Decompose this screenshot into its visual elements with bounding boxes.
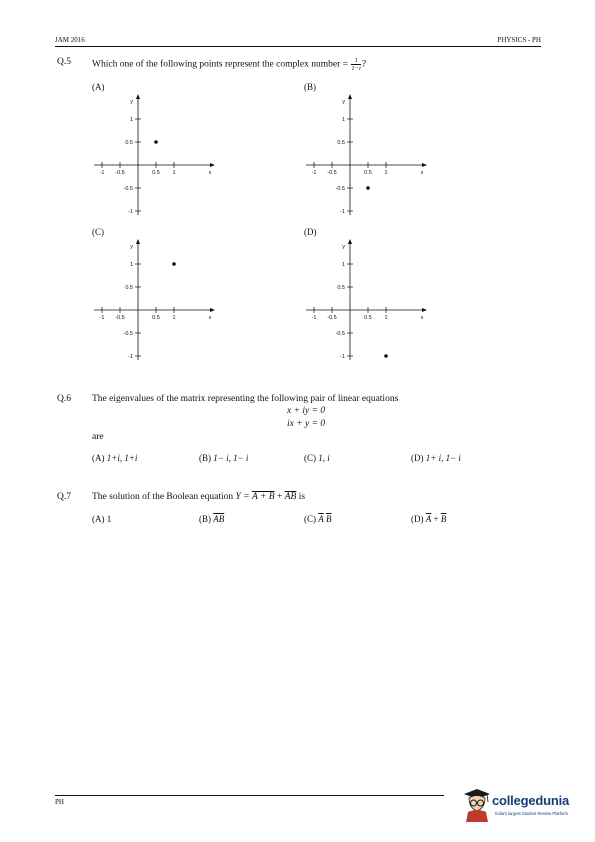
argand-plot-svg: [306, 237, 446, 362]
q6-option-d-value: 1+ i, 1− i: [425, 453, 461, 463]
q5-fraction: [351, 57, 360, 72]
q7-text: [92, 492, 305, 502]
x-axis-name: x: [420, 315, 424, 321]
q5-plot-c: [94, 237, 234, 367]
footer-subject-code: PH: [55, 798, 64, 806]
x-tick-label: -1: [311, 315, 317, 321]
q6-text: The eigenvalues of the matrix representing the following pair of linear equations: [92, 394, 399, 404]
x-tick-label: -1: [311, 170, 317, 176]
y-tick-label: -1: [340, 354, 345, 360]
y-tick-label: -0.5: [335, 331, 345, 337]
logo-wordmark: collegedunia: [492, 793, 570, 808]
x-axis-arrow: [210, 163, 215, 167]
y-tick-label: 0.5: [337, 140, 345, 146]
q5-plot-a: [94, 92, 234, 222]
header-exam-label: JAM 2016: [55, 36, 85, 44]
q6-are: are: [92, 432, 104, 442]
x-tick-label: 1: [384, 315, 388, 321]
y-tick-label: 0.5: [337, 285, 345, 291]
q5-option-c-label: (C): [92, 227, 104, 237]
x-axis-arrow: [422, 308, 427, 312]
x-tick-label: -0.5: [327, 170, 337, 176]
q7-option-c-value-b: $\overline{B}$: [326, 514, 332, 524]
q6-option-c: [304, 453, 330, 463]
q7-eq-y: Y =: [235, 492, 250, 502]
x-tick-label: 0.5: [152, 315, 160, 321]
argand-plot-svg: [306, 92, 446, 217]
y-tick-label: -1: [340, 209, 345, 215]
q5-frac-den: 1−i: [351, 65, 361, 72]
q6-option-b-value: 1− i, 1− i: [213, 453, 249, 463]
header-rule: [55, 46, 541, 47]
complex-point-dot: [172, 262, 176, 266]
y-axis-name: y: [130, 99, 133, 105]
x-tick-label: 1: [172, 315, 176, 321]
x-axis-arrow: [422, 163, 427, 167]
y-axis-name: y: [342, 244, 345, 250]
x-tick-label: -1: [99, 170, 105, 176]
x-tick-label: -1: [99, 315, 105, 321]
x-tick-label: 0.5: [152, 170, 160, 176]
y-tick-label: 1: [341, 262, 345, 268]
q7-option-d-label: (D): [411, 514, 424, 524]
complex-point-dot: [366, 186, 370, 190]
x-tick-label: 0.5: [364, 315, 372, 321]
q5-frac-num: 1: [351, 57, 360, 65]
q7-option-b: [199, 514, 224, 524]
q6-option-d-label: (D): [411, 453, 424, 463]
x-tick-label: 0.5: [364, 170, 372, 176]
x-axis-arrow: [210, 308, 215, 312]
q7-option-c-label: (C): [304, 514, 316, 524]
x-tick-label: -0.5: [115, 170, 125, 176]
q7-option-a: [92, 514, 111, 524]
y-tick-label: 0.5: [125, 140, 133, 146]
y-axis-name: y: [342, 99, 345, 105]
q6-option-a-label: (A): [92, 453, 105, 463]
q5-plot-d: [306, 237, 446, 367]
x-tick-label: 1: [172, 170, 176, 176]
q7-eq-a-plus-b: A + B: [251, 492, 275, 502]
q7-option-c-value-a: $\overline{A}$: [318, 514, 324, 524]
argand-plot-svg: [94, 237, 234, 362]
y-axis-arrow: [136, 239, 140, 244]
q7-option-a-value: 1: [106, 514, 112, 524]
q7-number: Q.7: [57, 492, 71, 502]
y-axis-arrow: [348, 239, 352, 244]
y-tick-label: 1: [341, 117, 345, 123]
y-tick-label: 1: [129, 117, 133, 123]
y-tick-label: -0.5: [123, 186, 133, 192]
y-tick-label: -1: [128, 209, 133, 215]
q7-option-b-value: $\overline{AB}$: [213, 514, 225, 524]
q5-text: [92, 57, 366, 72]
y-axis-arrow: [136, 94, 140, 99]
argand-plot-svg: [94, 92, 234, 217]
q6-option-c-value: 1, i: [318, 453, 330, 463]
q7-option-c: [304, 514, 332, 524]
q6-option-b-label: (B): [199, 453, 211, 463]
x-axis-name: x: [420, 170, 424, 176]
q5-question-end: ?: [361, 59, 367, 70]
x-tick-label: 1: [384, 170, 388, 176]
y-tick-label: -0.5: [123, 331, 133, 337]
complex-point-dot: [384, 354, 388, 358]
y-axis-name: y: [130, 244, 133, 250]
q5-option-b-label: (B): [304, 82, 316, 92]
q7-eq-ab: $\overline{AB}$: [284, 492, 297, 502]
q7-question: The solution of the Boolean equation: [92, 492, 234, 502]
q7-option-d-value-b: $\overline{B}$: [440, 514, 447, 524]
y-tick-label: -0.5: [335, 186, 345, 192]
q5-option-d-label: (D): [304, 227, 317, 237]
q5-number: Q.5: [57, 57, 71, 67]
q6-option-b: [199, 453, 248, 463]
y-tick-label: 0.5: [125, 285, 133, 291]
q7-option-d: [411, 514, 446, 524]
x-axis-name: x: [208, 315, 212, 321]
q7-option-d-plus: +: [433, 514, 439, 524]
complex-point-dot: [154, 140, 158, 144]
collegedunia-logo: [461, 784, 587, 824]
y-tick-label: -1: [128, 354, 133, 360]
x-tick-label: -0.5: [327, 315, 337, 321]
student-mascot-icon: [461, 784, 491, 824]
q6-equation-2: ix + y = 0: [287, 419, 326, 429]
q6-option-d: [411, 453, 461, 463]
x-tick-label: -0.5: [115, 315, 125, 321]
q6-number: Q.6: [57, 394, 71, 404]
q7-option-d-value-a: $\overline{A}$: [425, 514, 432, 524]
q7-eq-plus: +: [276, 492, 283, 502]
q6-option-c-label: (C): [304, 453, 316, 463]
q5-option-a-label: (A): [92, 82, 105, 92]
q5-question: Which one of the following points represent the complex number =: [92, 59, 348, 70]
q7-question-end: is: [298, 492, 306, 502]
y-tick-label: 1: [129, 262, 133, 268]
y-axis-arrow: [348, 94, 352, 99]
q6-option-a-value: 1+i, 1+i: [106, 453, 138, 463]
q5-plot-b: [306, 92, 446, 222]
logo-tagline: India's largest Student Review Platform: [495, 811, 568, 816]
footer-rule: [55, 795, 444, 796]
q7-option-a-label: (A): [92, 514, 105, 524]
x-axis-name: x: [208, 170, 212, 176]
q7-option-b-label: (B): [199, 514, 211, 524]
q6-option-a: [92, 453, 137, 463]
header-subject-label: PHYSICS - PH: [497, 36, 541, 44]
q6-equation-1: x + iy = 0: [287, 406, 326, 416]
